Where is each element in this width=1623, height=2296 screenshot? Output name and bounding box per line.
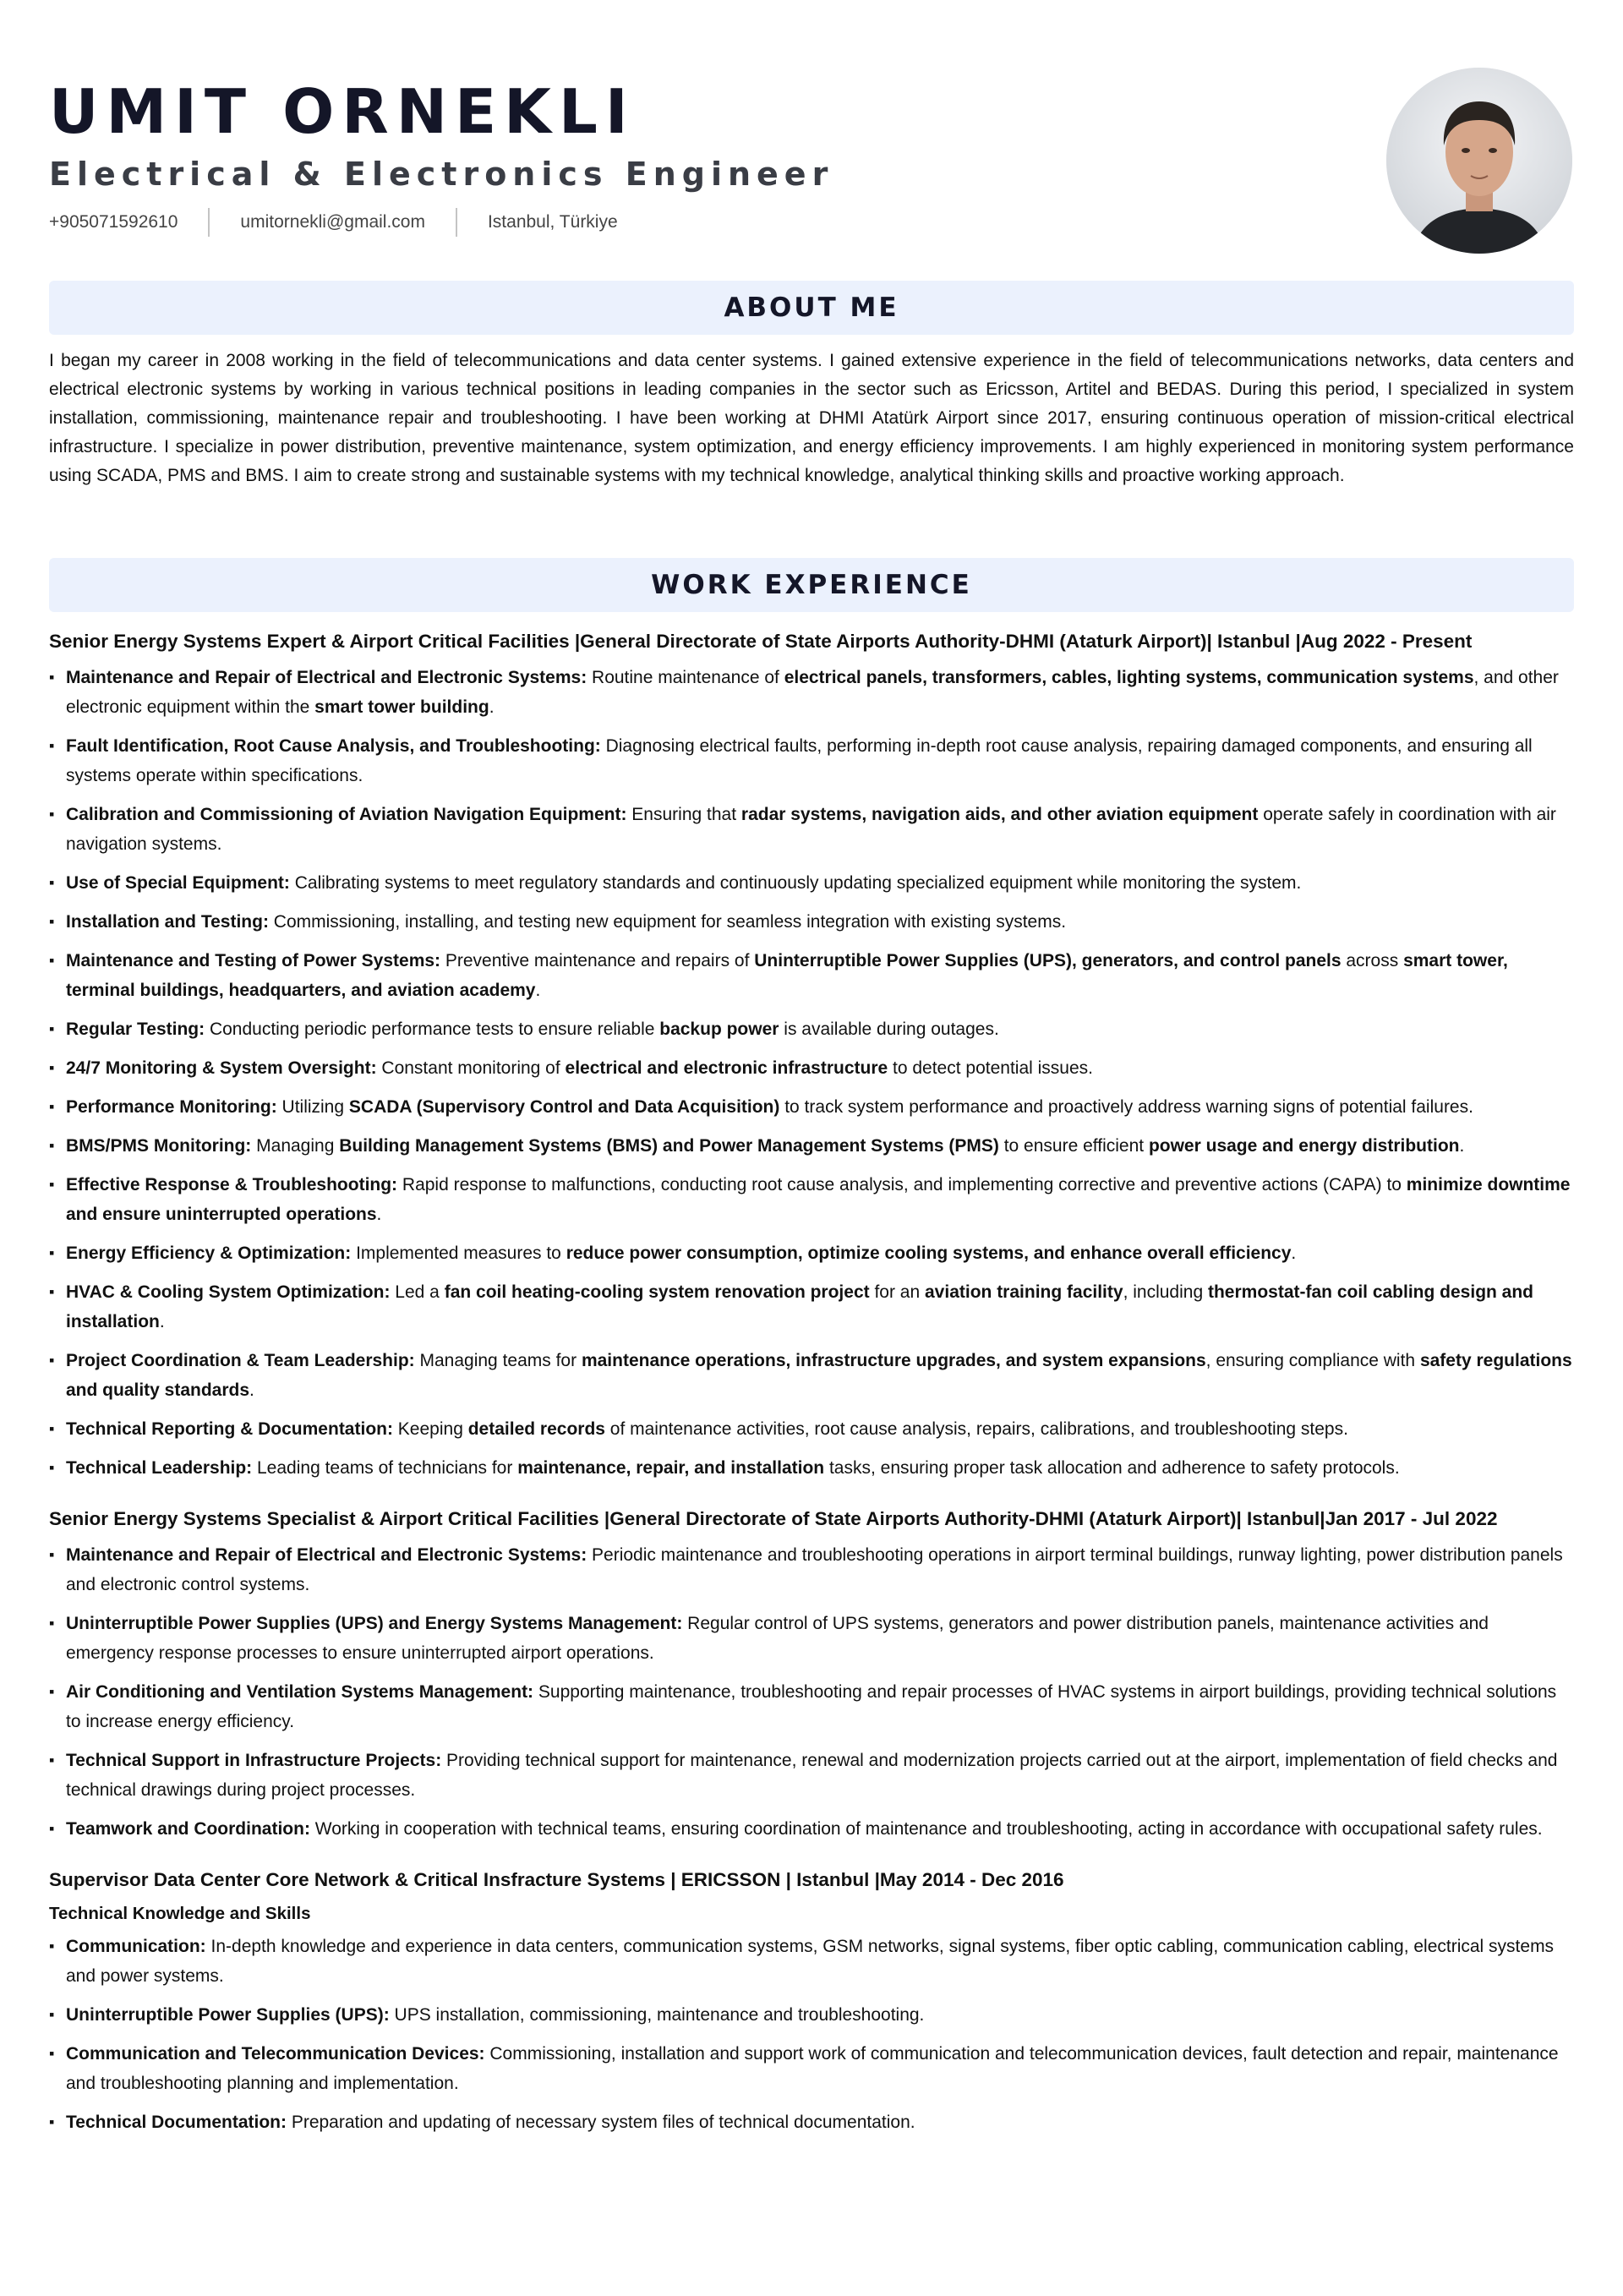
job-title: Senior Energy Systems Specialist & Airport Critical Facilities |General Directorate of State Airports Authority-DHMI (Ataturk Airport)| Istanbul|Jan 2017 - Jul 2022 — [49, 1508, 1498, 1529]
profile-photo — [1386, 68, 1572, 254]
duty-text: Preparation and updating of necessary system files of technical documentation. — [286, 2113, 915, 2132]
duty-bold-text: fan coil heating-cooling system renovation project — [444, 1282, 870, 1302]
duty-text: . — [1291, 1244, 1297, 1263]
duty-item — [49, 2107, 1574, 2137]
duty-bold-text: reduce power consumption, optimize cooling systems, and enhance overall efficiency — [566, 1244, 1292, 1263]
duty-text: , including — [1123, 1282, 1208, 1302]
duty-bold-text: 24/7 Monitoring & System Oversight: — [66, 1058, 377, 1078]
duty-item — [49, 1453, 1574, 1483]
job-subtitle: Technical Knowledge and Skills — [49, 1904, 311, 1923]
duty-item — [49, 1814, 1574, 1844]
duty-bold-text: Energy Efficiency & Optimization: — [66, 1244, 352, 1263]
duty-bold-text: Uninterruptible Power Supplies (UPS) and Energy Systems Management: — [66, 1614, 683, 1633]
job-duties-list — [49, 1932, 1574, 2137]
duty-text: Periodic maintenance and troubleshooting operations in airport terminal buildings, runway lighting, power distribution panels and electronic control systems. — [66, 1545, 1563, 1594]
duty-bold-text: Communication and Telecommunication Devices: — [66, 2044, 485, 2064]
duty-item — [49, 1932, 1574, 1991]
job-title: Senior Energy Systems Expert & Airport Critical Facilities |General Directorate of State Airports Authority-DHMI (Ataturk Airport)| Istanbul |Aug 2022 - Present — [49, 631, 1473, 652]
duty-text: . — [249, 1380, 254, 1400]
duty-item — [49, 1238, 1574, 1268]
duty-text: Commissioning, installing, and testing new equipment for seamless integration with existing systems. — [268, 912, 1067, 932]
work-experience-list — [49, 627, 1574, 2159]
duty-item — [49, 1346, 1574, 1405]
duty-text: . — [489, 697, 495, 717]
email-link[interactable]: umitornekli@gmail.com — [240, 212, 425, 232]
duty-text: . — [159, 1312, 165, 1331]
duty-text: to detect potential issues. — [888, 1058, 1093, 1078]
duty-text: Managing teams for — [414, 1351, 582, 1370]
duty-text: Routine maintenance of — [587, 668, 784, 687]
duty-bold-text: Project Coordination & Team Leadership: — [66, 1351, 415, 1370]
duty-text: Ensuring that — [626, 805, 741, 824]
duty-bold-text: Maintenance and Repair of Electrical and Electronic Systems: — [66, 668, 587, 687]
duty-text: In-depth knowledge and experience in data centers, communication systems, GSM networks, signal systems, fiber optic cabling, communication cabling, electrical systems and power systems. — [66, 1937, 1555, 1986]
duty-bold-text: HVAC & Cooling System Optimization: — [66, 1282, 391, 1302]
duty-text: Working in cooperation with technical teams, ensuring coordination of maintenance and troubleshooting, acting in accordance with occupational safety rules. — [309, 1819, 1543, 1839]
duty-bold-text: Regular Testing: — [66, 1020, 205, 1039]
job-entry — [49, 1505, 1574, 1844]
duty-text: Utilizing — [276, 1097, 349, 1117]
duty-bold-text: minimize downtime and ensure uninterrupted operations — [66, 1175, 1571, 1224]
duty-text: for an — [869, 1282, 925, 1302]
job-duties-list — [49, 1540, 1574, 1844]
duty-bold-text: Installation and Testing: — [66, 912, 269, 932]
location-text: Istanbul, Türkiye — [487, 212, 618, 232]
duty-bold-text: BMS/PMS Monitoring: — [66, 1136, 252, 1156]
job-title: Supervisor Data Center Core Network & Critical Insfracture Systems | ERICSSON | Istanbul |May 2014 - Dec 2016 — [49, 1869, 1064, 1890]
work-section-header: WORK EXPERIENCE — [49, 558, 1574, 612]
duty-bold-text: smart tower building — [314, 697, 489, 717]
resume-page — [49, 0, 1574, 2132]
duty-text: . — [535, 981, 541, 1000]
duty-item — [49, 663, 1574, 722]
duty-bold-text: maintenance operations, infrastructure upgrades, and system expansions — [581, 1351, 1206, 1370]
duty-item — [49, 2039, 1574, 2098]
duty-bold-text: Technical Documentation: — [66, 2113, 287, 2132]
duty-bold-text: backup power — [659, 1020, 779, 1039]
duty-text: Diagnosing electrical faults, performing in-depth root cause analysis, repairing damaged components, and ensuring all systems operate within specifications. — [66, 736, 1533, 785]
job-entry — [49, 627, 1574, 1483]
duty-item — [49, 907, 1574, 937]
about-section-header: ABOUT ME — [49, 281, 1574, 335]
duty-bold-text: detailed records — [467, 1419, 605, 1439]
duty-text: Keeping — [392, 1419, 468, 1439]
duty-item — [49, 946, 1574, 1005]
candidate-role: Electrical & Electronics Engineer — [49, 156, 834, 193]
duty-bold-text: Teamwork and Coordination: — [66, 1819, 310, 1839]
duty-bold-text: aviation training facility — [925, 1282, 1123, 1302]
duty-bold-text: electrical and electronic infrastructure — [565, 1058, 888, 1078]
duty-item — [49, 1014, 1574, 1044]
duty-item — [49, 1053, 1574, 1083]
duty-bold-text: safety regulations and quality standards — [66, 1351, 1572, 1400]
duty-bold-text: radar systems, navigation aids, and other aviation equipment — [740, 805, 1259, 824]
duty-item — [49, 2000, 1574, 2030]
contact-row — [49, 208, 618, 237]
phone-text: +905071592610 — [49, 212, 178, 232]
duty-bold-text: Technical Reporting & Documentation: — [66, 1419, 393, 1439]
duty-bold-text: Uninterruptible Power Supplies (UPS): — [66, 2005, 390, 2025]
duty-item — [49, 1609, 1574, 1668]
duty-bold-text: Technical Support in Infrastructure Projects: — [66, 1751, 442, 1770]
duty-text: Managing — [251, 1136, 340, 1156]
duty-bold-text: SCADA (Supervisory Control and Data Acquisition) — [348, 1097, 780, 1117]
duty-item — [49, 731, 1574, 790]
duty-text: to ensure efficient — [998, 1136, 1149, 1156]
duty-bold-text: Use of Special Equipment: — [66, 873, 290, 893]
duty-text: tasks, ensuring proper task allocation and adherence to safety protocols. — [824, 1458, 1400, 1478]
duty-item — [49, 1414, 1574, 1444]
duty-bold-text: thermostat-fan coil cabling design and installation — [66, 1282, 1534, 1331]
duty-bold-text: Technical Leadership: — [66, 1458, 253, 1478]
duty-bold-text: Performance Monitoring: — [66, 1097, 277, 1117]
duty-bold-text: power usage and energy distribution — [1148, 1136, 1460, 1156]
duty-item — [49, 1277, 1574, 1337]
duty-text: Implemented measures to — [351, 1244, 566, 1263]
duty-item — [49, 1677, 1574, 1736]
duty-item — [49, 1746, 1574, 1805]
duty-text: Supporting maintenance, troubleshooting and repair processes of HVAC systems in airport buildings, providing technical solutions to increase energy efficiency. — [66, 1682, 1557, 1731]
duty-bold-text: Calibration and Commissioning of Aviation Navigation Equipment: — [66, 805, 627, 824]
duty-bold-text: Communication: — [66, 1937, 206, 1956]
header — [49, 0, 1574, 271]
duty-text: Providing technical support for maintenance, renewal and modernization projects carried out at the airport, implementation of field checks and technical drawings during project processes. — [66, 1751, 1558, 1800]
duty-item — [49, 1170, 1574, 1229]
duty-text: to track system performance and proactively address warning signs of potential failures. — [779, 1097, 1473, 1117]
duty-bold-text: Air Conditioning and Ventilation Systems Management: — [66, 1682, 534, 1702]
duty-text: . — [376, 1205, 382, 1224]
duty-bold-text: Maintenance and Testing of Power Systems: — [66, 951, 441, 970]
duty-bold-text: Uninterruptible Power Supplies (UPS), generators, and control panels — [754, 951, 1342, 970]
duty-text: of maintenance activities, root cause analysis, repairs, calibrations, and troubleshooting steps. — [604, 1419, 1348, 1439]
duty-item — [49, 800, 1574, 859]
duty-text: , and other electronic equipment within the — [66, 668, 1559, 717]
duty-text: Calibrating systems to meet regulatory standards and continuously updating specialized equipment while monitoring the system. — [289, 873, 1302, 893]
person-portrait-icon — [1386, 68, 1572, 254]
duty-text: Conducting periodic performance tests to ensure reliable — [205, 1020, 660, 1039]
duty-text: Commissioning, installation and support work of communication and telecommunication devices, fault detection and repair, maintenance and troubleshooting planning and implementation. — [66, 2044, 1559, 2093]
duty-item — [49, 1131, 1574, 1161]
job-entry — [49, 1866, 1574, 2137]
duty-text: , ensuring compliance with — [1205, 1351, 1420, 1370]
duty-text: Led a — [390, 1282, 445, 1302]
duty-text: Leading teams of technicians for — [252, 1458, 518, 1478]
contact-divider — [456, 208, 457, 237]
duty-text: operate safely in coordination with air navigation systems. — [66, 805, 1556, 854]
duty-text: is available during outages. — [779, 1020, 999, 1039]
duty-text: Regular control of UPS systems, generators and power distribution panels, maintenance activities and emergency response processes to ensure uninterrupted airport operations. — [66, 1614, 1489, 1663]
duty-text: across — [1341, 951, 1404, 970]
duty-item — [49, 868, 1574, 898]
duty-text: . — [1459, 1136, 1465, 1156]
duty-bold-text: maintenance, repair, and installation — [517, 1458, 825, 1478]
job-duties-list — [49, 663, 1574, 1483]
duty-item — [49, 1540, 1574, 1599]
duty-text: Rapid response to malfunctions, conducting root cause analysis, and implementing corrective and preventive actions (CAPA) to — [397, 1175, 1407, 1194]
candidate-name: UMIT ORNEKLI — [49, 76, 636, 147]
contact-divider — [208, 208, 210, 237]
duty-text: Constant monitoring of — [376, 1058, 566, 1078]
duty-text: UPS installation, commissioning, maintenance and troubleshooting. — [389, 2005, 925, 2025]
duty-bold-text: Building Management Systems (BMS) and Power Management Systems (PMS) — [339, 1136, 999, 1156]
duty-text: Preventive maintenance and repairs of — [440, 951, 755, 970]
duty-bold-text: Fault Identification, Root Cause Analysis, and Troubleshooting: — [66, 736, 601, 756]
duty-bold-text: Maintenance and Repair of Electrical and Electronic Systems: — [66, 1545, 587, 1565]
about-text: I began my career in 2008 working in the field of telecommunications and data center systems. I gained extensive experience in the field of telecommunications networks, data centers and electrical electronic systems by working in various technical positions in leading companies in the sector such as Ericsson, Artitel and BEDAS. During this period, I specialized in system installation, commissioning, maintenance repair and troubleshooting. I have been working at DHMI Atatürk Airport since 2017, ensuring continuous operation of mission-critical electrical infrastructure. I specialize in power distribution, preventive maintenance, system optimization, and energy efficiency improvements. I am highly experienced in monitoring system performance using SCADA, PMS and BMS. I aim to create strong and sustainable systems with my technical knowledge, analytical thinking skills and proactive working approach. — [49, 351, 1574, 485]
duty-item — [49, 1092, 1574, 1122]
duty-bold-text: electrical panels, transformers, cables, lighting systems, communication systems — [784, 668, 1474, 687]
duty-bold-text: Effective Response & Troubleshooting: — [66, 1175, 398, 1194]
duty-bold-text: smart tower, terminal buildings, headquarters, and aviation academy — [66, 951, 1508, 1000]
